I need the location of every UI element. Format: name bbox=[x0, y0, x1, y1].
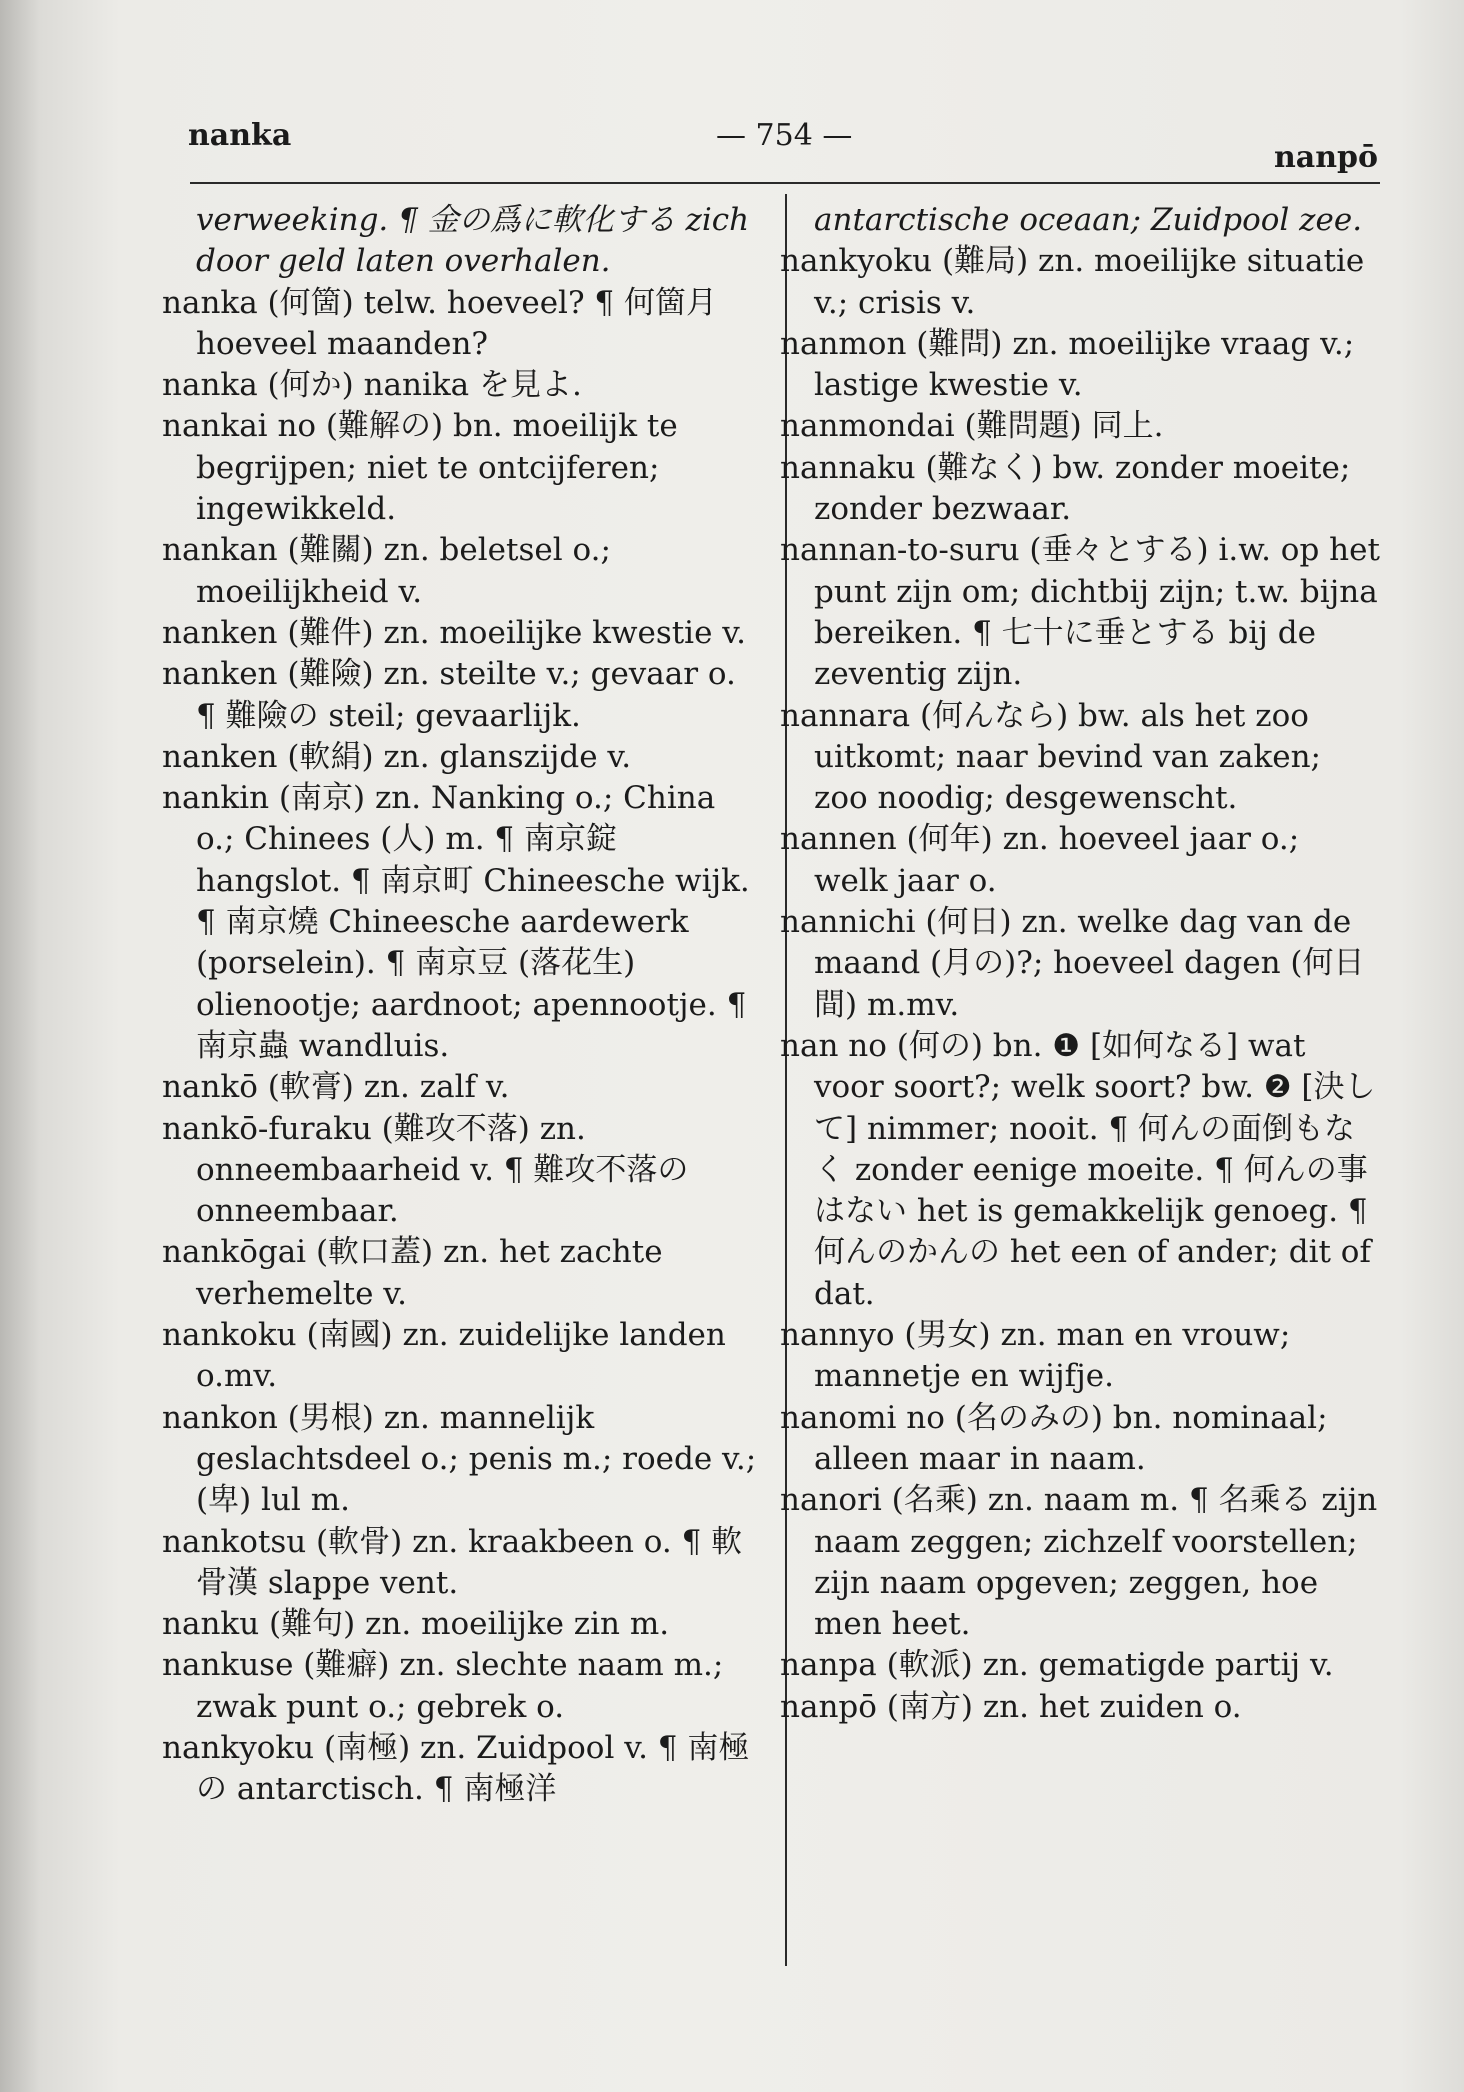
dictionary-entry: nanomi no (名のみの) bn. nominaal; alleen maar in naam. bbox=[780, 1399, 1328, 1477]
dictionary-entry: nankō (軟膏) zn. zalf v. bbox=[162, 1069, 510, 1106]
dictionary-entry: nannyo (男女) zn. man en vrouw; mannetje en wijfje. bbox=[780, 1317, 1291, 1395]
dictionary-entry: nanmondai (難問題) 同上. bbox=[780, 408, 1164, 445]
dictionary-entry: nanori (名乘) zn. naam m. ¶ 名乘る zijn naam zeggen; zichzelf voorstellen; zijn naam opgeven; zeggen, hoe men heet. bbox=[780, 1482, 1378, 1643]
dictionary-entry: nanpa (軟派) zn. gematigde partij v. bbox=[780, 1647, 1334, 1684]
dictionary-entry: nankōgai (軟口蓋) zn. het zachte verhemelte v. bbox=[162, 1234, 663, 1312]
dictionary-entry: nankuse (難癖) zn. slechte naam m.; zwak punt o.; gebrek o. bbox=[162, 1647, 724, 1725]
dictionary-entry: nanken (難件) zn. moeilijke kwestie v. bbox=[162, 614, 746, 651]
dictionary-entry: nanken (軟絹) zn. glanszijde v. bbox=[162, 738, 632, 775]
header-rule bbox=[190, 182, 1380, 184]
dictionary-entry: nankyoku (南極) zn. Zuidpool v. ¶ 南極の antarctisch. ¶ 南極洋 bbox=[162, 1729, 750, 1808]
dictionary-entry: nankotsu (軟骨) zn. kraakbeen o. ¶ 軟骨漢 slappe vent. bbox=[162, 1523, 743, 1601]
continuation-text: verweeking. ¶ 金の爲に軟化する zich door geld laten overhalen. bbox=[196, 202, 750, 280]
right-guide-word: nanpō bbox=[1273, 140, 1378, 175]
dictionary-entry: nankō-furaku (難攻不落) zn. onneembaarheid v. ¶ 難攻不落の onneembaar. bbox=[162, 1110, 689, 1230]
dictionary-entry: nannaku (難なく) bw. zonder moeite; zonder bezwaar. bbox=[780, 449, 1351, 528]
dictionary-entry: nannan-to-suru (垂々とする) i.w. op het punt zijn om; dichtbij zijn; t.w. bijna bereiken. ¶ 七十に垂とする bij de zeventig zijn. bbox=[780, 532, 1380, 693]
dictionary-entry: nanka (何か) nanika を見よ. bbox=[162, 367, 582, 404]
dictionary-entry: nanpō (南方) zn. het zuiden o. bbox=[780, 1688, 1242, 1725]
continuation-text: antarctische oceaan; Zuidpool zee. bbox=[814, 202, 1363, 238]
dictionary-entry: nankoku (南國) zn. zuidelijke landen o.mv. bbox=[162, 1317, 726, 1395]
dictionary-entry: nanken (難險) zn. steilte v.; gevaar o. ¶ 難險の steil; gevaarlijk. bbox=[162, 656, 736, 734]
dictionary-entry: nannen (何年) zn. hoeveel jaar o.; welk jaar o. bbox=[780, 821, 1300, 899]
dictionary-entry: nan no (何の) bn. ❶ [如何なる] wat voor soort?; welk soort? bw. ❷ [決して] nimmer; nooit. ¶ 何んの面倒もなく zonder eenige moeite. ¶ 何んの事はない het is gemakkelijk genoeg. ¶ 何んのかんの het een of ander; dit of dat. bbox=[780, 1027, 1376, 1312]
right-column bbox=[780, 200, 1380, 1728]
dictionary-entry: nannara (何んなら) bw. als het zoo uitkomt; naar bevind van zaken; zoo noodig; desgewenscht. bbox=[780, 697, 1321, 817]
page-header bbox=[188, 118, 1378, 175]
dictionary-entry: nanku (難句) zn. moeilijke zin m. bbox=[162, 1606, 670, 1643]
dictionary-entry: nankan (難關) zn. beletsel o.; moeilijkheid v. bbox=[162, 532, 611, 610]
dictionary-entry: nankyoku (難局) zn. moeilijke situatie v.; crisis v. bbox=[780, 243, 1365, 321]
dictionary-entry: nankon (男根) zn. mannelijk geslachtsdeel o.; penis m.; roede v.; (卑) lul m. bbox=[162, 1399, 757, 1519]
dictionary-entry: nankin (南京) zn. Nanking o.; China o.; Chinees (人) m. ¶ 南京錠 hangslot. ¶ 南京町 Chineesche wijk. ¶ 南京燒 Chineesche aardewerk (porselein). ¶ 南京豆 (落花生) olienootje; aardnoot; apennootje. ¶ 南京蟲 wandluis. bbox=[162, 780, 750, 1064]
dictionary-entry: nanka (何箇) telw. hoeveel? ¶ 何箇月 hoeveel maanden? bbox=[162, 284, 718, 362]
dictionary-entry: nankai no (難解の) bn. moeilijk te begrijpen; niet te ontcijferen; ingewikkeld. bbox=[162, 408, 678, 528]
dictionary-entry: nannichi (何日) zn. welke dag van de maand (月の)?; hoeveel dagen (何日間) m.mv. bbox=[780, 904, 1365, 1023]
dictionary-entry: nanmon (難問) zn. moeilijke vraag v.; lastige kwestie v. bbox=[780, 325, 1355, 404]
left-column bbox=[162, 200, 760, 1811]
page-number: — 754 — bbox=[716, 118, 853, 153]
left-guide-word: nanka bbox=[188, 118, 292, 153]
